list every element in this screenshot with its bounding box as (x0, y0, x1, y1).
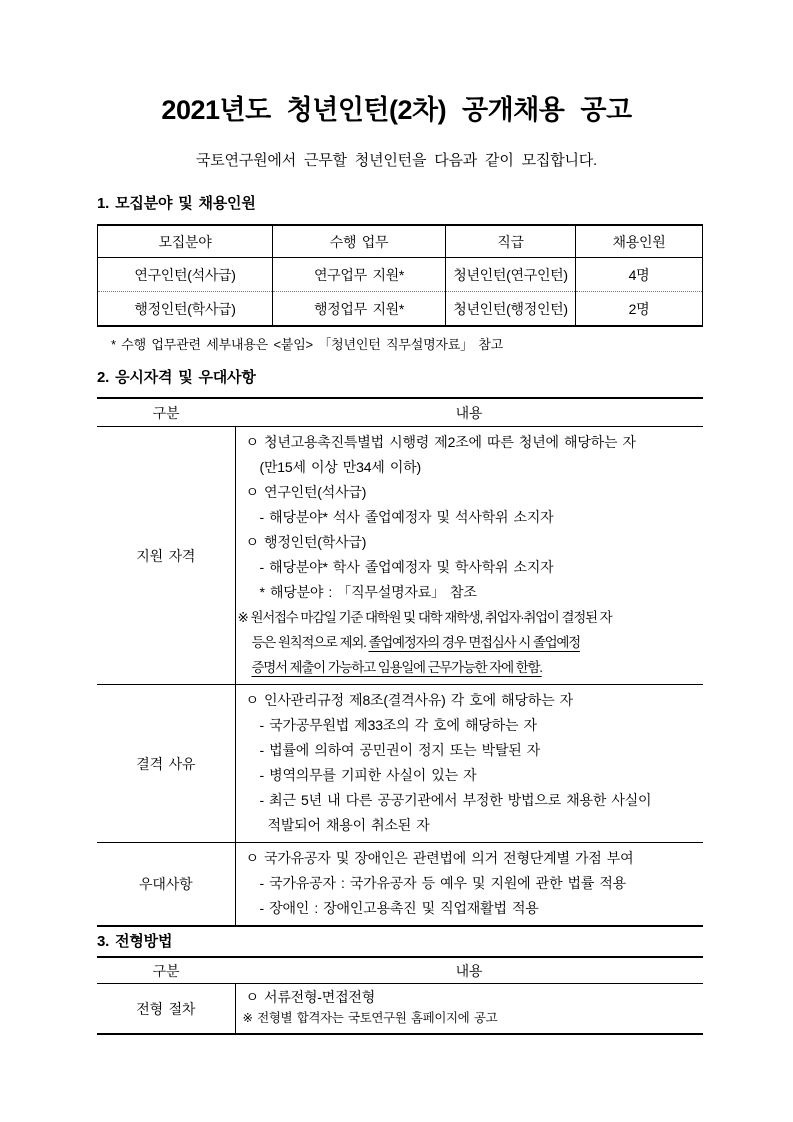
table-cell: 행정인턴(학사급) (98, 292, 273, 327)
row-content (235, 685, 703, 843)
content-line: - 법률에 의하여 공민권이 정지 또는 박탈된 자 (259, 742, 541, 758)
table-row-procedure (97, 984, 703, 1035)
content-line: - 국가공무원법 제33조의 각 호에 해당하는 자 (259, 717, 537, 733)
table-cell: 청년인턴(연구인턴) (446, 258, 576, 292)
content-line: 적발되어 채용이 취소된 자 (267, 817, 430, 833)
section-heading-method: 3. 전형방법 (97, 933, 173, 950)
row-label: 전형 절차 (97, 984, 235, 1035)
content-line: - 병역의무를 기피한 사실이 있는 자 (259, 767, 477, 783)
content-line: ※ 원서접수 마감일 기준 대학원 및 대학 재학생, 취업자·취업이 결정된 자 (237, 610, 612, 625)
column-header: 내용 (235, 957, 703, 984)
column-header: 수행 업무 (273, 225, 446, 258)
qualify-table-header-row (97, 398, 703, 427)
table-row-disqualification (97, 685, 703, 843)
content-line: ㅇ 국가유공자 및 장애인은 관련법에 의거 전형단계별 가점 부여 (245, 850, 634, 866)
content-line: ※ 전형별 합격자는 국토연구원 홈페이지에 공고 (242, 1011, 498, 1025)
document-subtitle: 국토연구원에서 근무할 청년인턴을 다음과 같이 모집합니다. (195, 152, 598, 169)
column-header: 구분 (97, 398, 235, 427)
content-line: - 장애인 : 장애인고용촉진 및 직업재활법 적용 (259, 900, 539, 916)
content-line: - 최근 5년 내 다른 공공기관에서 부정한 방법으로 채용한 사실이 (259, 792, 652, 808)
underlined-text: 졸업예정자의 경우 면접심사 시 졸업예정 (368, 635, 580, 650)
content-line: (만15세 이상 만34세 이하) (259, 459, 421, 475)
column-header: 채용인원 (576, 225, 703, 258)
content-line: - 해당분야* 학사 졸업예정자 및 학사학위 소지자 (259, 559, 554, 575)
row-label: 지원 자격 (97, 427, 235, 685)
row-content (235, 843, 703, 927)
table-row (98, 292, 703, 327)
recruit-table (97, 224, 703, 327)
row-content (235, 427, 703, 685)
underlined-text: 증명서 제출이 가능하고 임용일에 근무가능한 자에 한함. (251, 660, 542, 675)
table-row-preference (97, 843, 703, 927)
content-line: - 해당분야* 석사 졸업예정자 및 석사학위 소지자 (259, 509, 554, 525)
table-cell: 2명 (576, 292, 703, 327)
method-table (97, 956, 703, 1035)
content-line: ㅇ 연구인턴(석사급) (245, 484, 367, 500)
recruit-table-header-row (98, 225, 703, 258)
table-cell: 4명 (576, 258, 703, 292)
section-heading-qualify: 2. 응시자격 및 우대사항 (97, 369, 256, 386)
table-cell: 연구업무 지원* (273, 258, 446, 292)
row-label: 우대사항 (97, 843, 235, 927)
column-header: 직급 (446, 225, 576, 258)
content-line: ㅇ 청년고용촉진특별법 시행령 제2조에 따른 청년에 해당하는 자 (245, 434, 636, 450)
column-header: 내용 (235, 398, 703, 427)
document-title: 2021년도 청년인턴(2차) 공개채용 공고 (161, 95, 632, 125)
content-line: * 해당분야 : 「직무설명자료」 참조 (259, 584, 477, 600)
column-header: 모집분야 (98, 225, 273, 258)
content-line: ㅇ 인사관리규정 제8조(결격사유) 각 호에 해당하는 자 (245, 692, 573, 708)
content-line: ㅇ 서류전형-면접전형 (245, 989, 376, 1005)
content-line: - 국가유공자 : 국가유공자 등 예우 및 지원에 관한 법률 적용 (259, 875, 626, 891)
content-line: 등은 원칙적으로 제외. 졸업예정자의 경우 면접심사 시 졸업예정 (251, 635, 580, 650)
content-line (238, 655, 702, 680)
row-content (235, 984, 703, 1035)
content-line: ㅇ 행정인턴(학사급) (245, 534, 367, 550)
recruit-footnote: * 수행 업무관련 세부내용은 <붙임> 「청년인턴 직무설명자료」 참고 (111, 337, 504, 352)
row-label: 결격 사유 (97, 685, 235, 843)
table-cell: 연구인턴(석사급) (134, 266, 236, 283)
table-row (98, 258, 703, 292)
table-cell: 청년인턴(행정인턴) (446, 292, 576, 327)
table-row-eligibility (97, 427, 703, 685)
qualify-table (97, 397, 703, 927)
section-heading-recruit: 1. 모집분야 및 채용인원 (97, 195, 256, 212)
column-header: 구분 (97, 957, 235, 984)
method-table-header-row (97, 957, 703, 984)
table-cell: 행정업무 지원* (273, 292, 446, 327)
